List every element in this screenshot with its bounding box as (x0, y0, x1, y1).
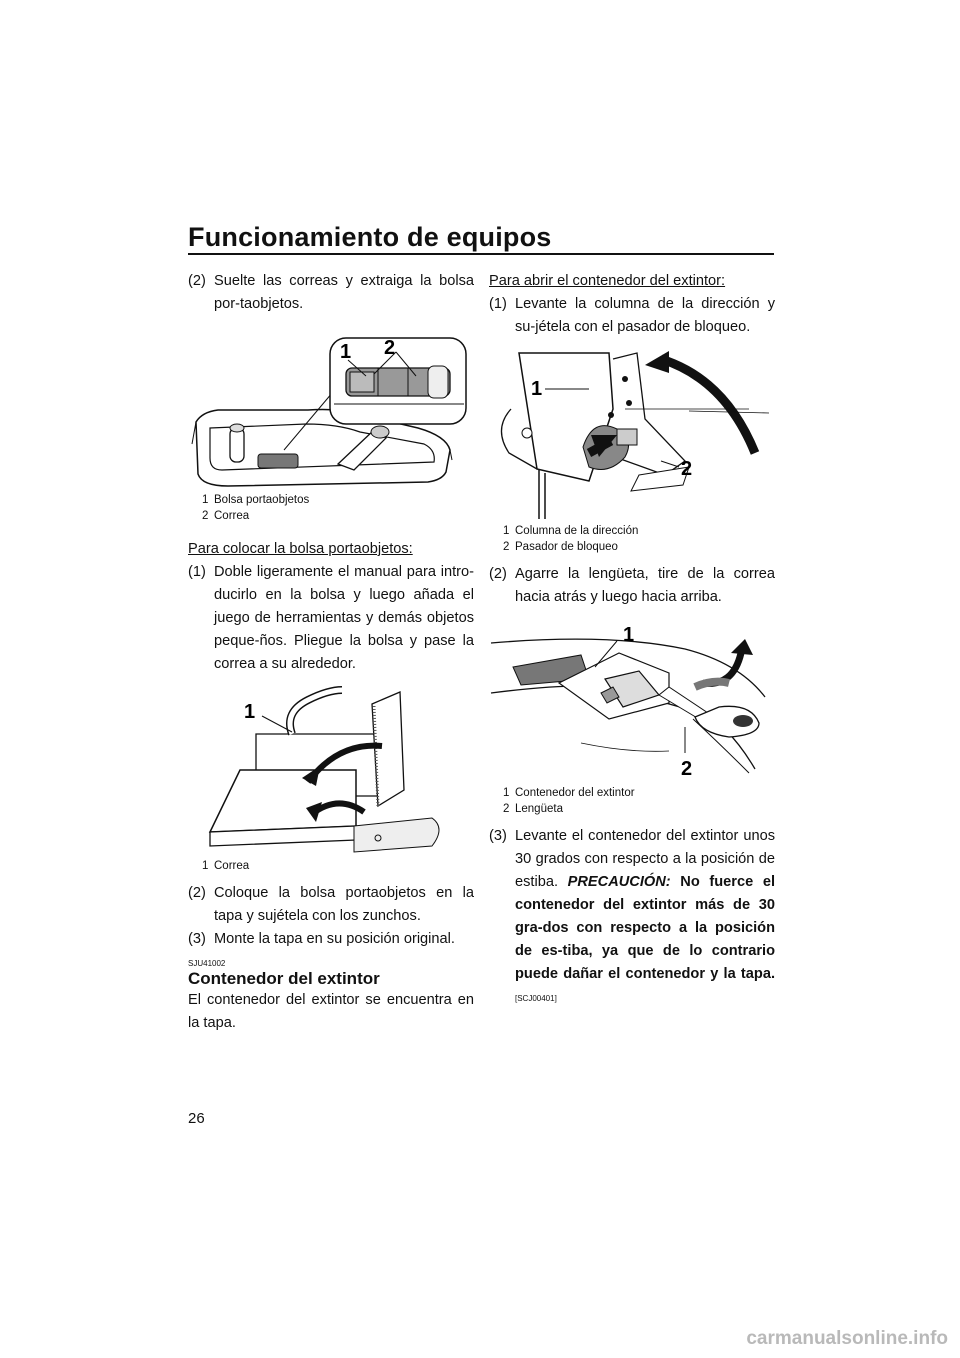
title-rule (188, 253, 774, 255)
step-remove-bag (188, 270, 474, 316)
fold-bag-illustration (188, 682, 474, 858)
step-raise-steering (489, 293, 775, 339)
caption-text: Columna de la dirección (515, 525, 639, 537)
figure-caption (503, 785, 775, 817)
figure-caption (202, 492, 474, 524)
caption-text: Correa (214, 860, 250, 872)
step-number: (2) (188, 273, 206, 289)
caption-number: 1 (202, 494, 209, 506)
caption-number: 2 (202, 510, 209, 522)
figure-caption (503, 523, 775, 555)
step-number: (2) (188, 885, 206, 901)
caption-text: Correa (214, 510, 250, 522)
callout-1: 1 (623, 624, 635, 646)
caption-number: 1 (503, 787, 510, 799)
storage-bag-illustration (188, 324, 474, 492)
section-body: El contenedor del extintor se encuentra en la tapa. (188, 992, 474, 1031)
page-number: 26 (188, 1110, 205, 1127)
figure-steering-column (489, 349, 775, 523)
callout-1: 1 (244, 701, 256, 723)
caption-text: Bolsa portaobjetos (214, 494, 310, 506)
section-code: SJU41002 (188, 959, 226, 968)
caution-label: PRECAUCIÓN: (567, 874, 671, 890)
step-text: Levante la columna de la dirección y su-jétela con el pasador de bloqueo. (515, 296, 775, 335)
caption-number: 1 (202, 860, 209, 872)
step-text (515, 825, 775, 1010)
subheading-attach-bag: Para colocar la bolsa portaobjetos: (188, 541, 413, 557)
caption-number: 2 (503, 803, 510, 815)
left-column (188, 270, 474, 1035)
step-text: Agarre la lengüeta, tire de la correa hacia atrás y luego hacia arriba. (515, 566, 775, 605)
step-text: Monte la tapa en su posición original. (214, 931, 455, 947)
steering-column-illustration (489, 349, 775, 523)
caption-number: 1 (503, 525, 510, 537)
figure-caption (202, 858, 474, 874)
step-fold-manual (188, 561, 474, 676)
callout-2: 2 (384, 337, 396, 359)
caption-text: Pasador de bloqueo (515, 541, 618, 553)
figure-extinguisher-tab (489, 623, 775, 785)
extinguisher-tab-illustration (489, 623, 775, 785)
caption-text: Contenedor del extintor (515, 787, 635, 799)
caption-text: Lengüeta (515, 803, 563, 815)
callout-1: 1 (531, 378, 543, 400)
page-title: Funcionamiento de equipos (188, 222, 552, 252)
caution-text: No fuerce el contenedor del extintor más de 30 gra-dos con respecto a la posición de es-tiba, ya que de lo contrario puede dañar el contenedor y la tapa. (515, 874, 775, 982)
caution-code: [SCJ00401] (515, 994, 557, 1003)
step-pull-tab (489, 563, 775, 609)
subheading-open-container: Para abrir el contenedor del extintor: (489, 273, 726, 289)
callout-2: 2 (681, 758, 693, 780)
step-number: (3) (188, 931, 206, 947)
step-refit-lid (188, 928, 474, 951)
step-number: (2) (489, 566, 507, 582)
step-body: Levante el contenedor del extintor unos 30 grados con respecto a la posición de estiba. (515, 828, 775, 890)
step-raise-container (489, 825, 775, 1010)
callout-1: 1 (340, 341, 352, 363)
step-text: Doble ligeramente el manual para intro-ducirlo en la bolsa y luego añada el juego de herramientas y demás objetos peque-ños. Pliegue la bolsa y pase la correa a su alrededor. (214, 564, 474, 672)
callout-2: 2 (681, 458, 693, 480)
figure-fold-bag (188, 682, 474, 858)
right-column (489, 270, 775, 1010)
step-number: (1) (188, 564, 206, 580)
step-place-bag (188, 882, 474, 928)
step-text: Coloque la bolsa portaobjetos en la tapa y sujétela con los zunchos. (214, 885, 474, 924)
section-title: Contenedor del extintor (188, 969, 380, 988)
step-text: Suelte las correas y extraiga la bolsa por-taobjetos. (214, 273, 474, 312)
watermark[interactable]: carmanualsonline.info (746, 1328, 948, 1349)
figure-storage-bag (188, 324, 474, 492)
caption-number: 2 (503, 541, 510, 553)
step-number: (3) (489, 828, 507, 844)
step-number: (1) (489, 296, 507, 312)
